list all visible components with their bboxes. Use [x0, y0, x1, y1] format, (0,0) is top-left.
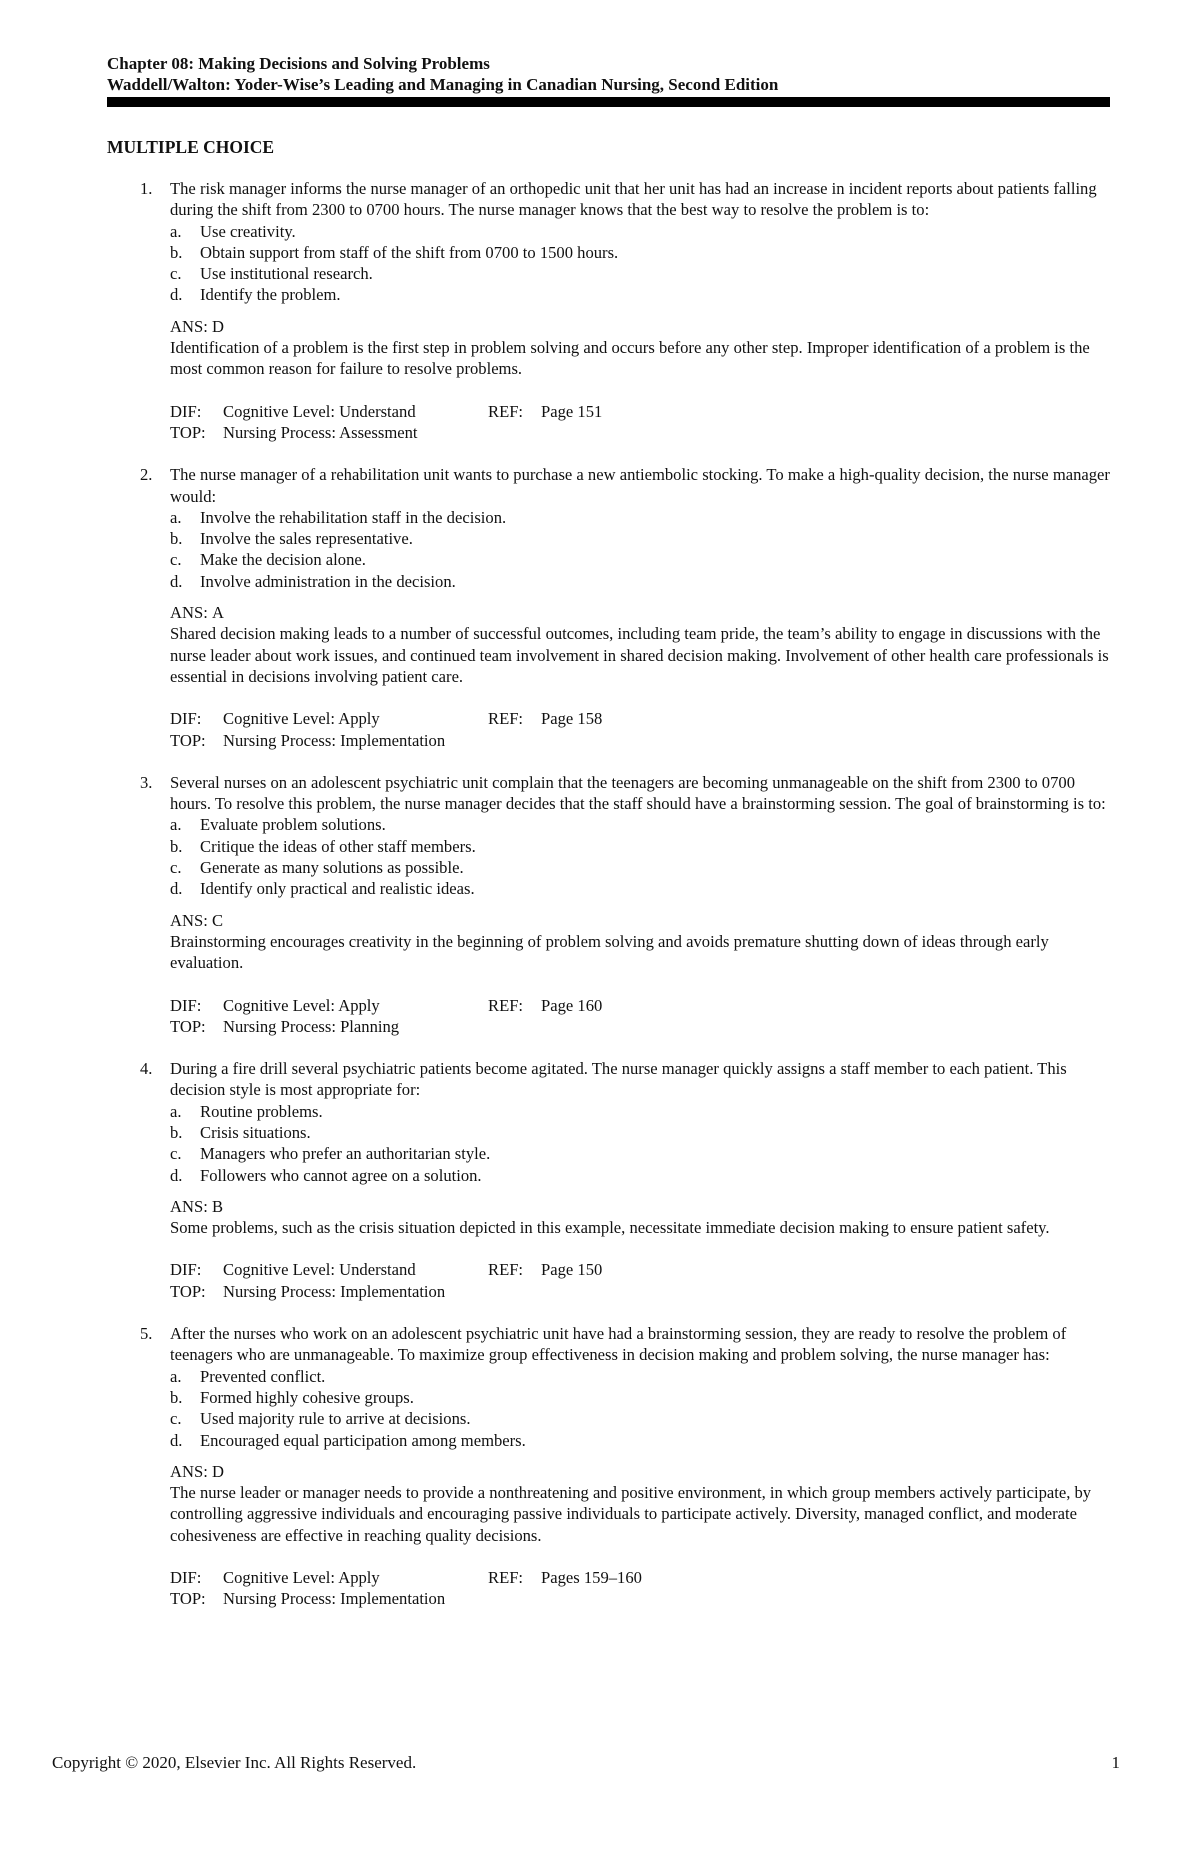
ref-value: Pages 159–160	[541, 1568, 642, 1588]
answer-option	[170, 878, 1110, 899]
metadata-row-top	[170, 1016, 1110, 1037]
answer-option	[170, 528, 1110, 549]
top-label: TOP:	[170, 1016, 206, 1036]
option-text: Generate as many solutions as possible.	[200, 858, 464, 878]
option-text: Identify only practical and realistic ideas.	[200, 879, 475, 899]
ref-label: REF:	[488, 1568, 524, 1588]
option-letter: a.	[170, 1366, 182, 1386]
question-metadata	[170, 1567, 1110, 1610]
answer-option	[170, 1165, 1110, 1186]
option-letter: d.	[170, 1430, 183, 1450]
answer-option	[170, 507, 1110, 528]
question-stem: After the nurses who work on an adolescent psychiatric unit have had a brainstorming session, they are ready to resolve the problem of teenagers who are unmanageable. To maximize group effectiveness in decision making and problem solving, the nurse manager has:	[170, 1324, 1067, 1365]
question-metadata	[170, 708, 1110, 751]
section-title: MULTIPLE CHOICE	[107, 137, 275, 157]
header-divider	[107, 97, 1110, 107]
option-letter: c.	[170, 264, 182, 284]
option-text: Encouraged equal participation among members.	[200, 1430, 526, 1450]
copyright-notice: Copyright © 2020, Elsevier Inc. All Rights Reserved.	[52, 1753, 417, 1772]
question-list	[107, 178, 1110, 1631]
option-letter: a.	[170, 815, 182, 835]
question-item	[107, 178, 1110, 443]
answer-option	[170, 1387, 1110, 1408]
option-text: Involve the rehabilitation staff in the decision.	[200, 507, 507, 527]
option-text: Evaluate problem solutions.	[200, 815, 386, 835]
top-value: Nursing Process: Implementation	[223, 1281, 446, 1301]
page-number: 1	[1111, 1753, 1120, 1772]
question-metadata	[170, 995, 1110, 1038]
answer-option	[170, 242, 1110, 263]
option-text: Crisis situations.	[200, 1122, 311, 1142]
option-letter: a.	[170, 221, 182, 241]
question-stem: The nurse manager of a rehabilitation unit wants to purchase a new antiembolic stocking. To make a high-quality decision, the nurse manager would:	[170, 465, 1110, 506]
dif-value: Cognitive Level: Apply	[223, 709, 380, 729]
question-number: 4.	[140, 1059, 153, 1079]
dif-label: DIF:	[170, 401, 202, 421]
top-label: TOP:	[170, 422, 206, 442]
metadata-row-top	[170, 1588, 1110, 1609]
answer-line	[170, 1196, 1110, 1217]
metadata-row-dif-ref	[170, 995, 1110, 1016]
dif-value: Cognitive Level: Understand	[223, 1260, 416, 1280]
answer-option	[170, 814, 1110, 835]
option-text: Followers who cannot agree on a solution.	[200, 1165, 482, 1185]
answer-option	[170, 549, 1110, 570]
answer-label: ANS:	[170, 910, 208, 930]
ref-label: REF:	[488, 401, 524, 421]
option-letter: d.	[170, 1165, 183, 1185]
question-item	[107, 1323, 1110, 1610]
option-text: Prevented conflict.	[200, 1366, 326, 1386]
answer-option	[170, 571, 1110, 592]
answer-value: D	[212, 1461, 224, 1481]
option-letter: b.	[170, 1122, 183, 1142]
answer-rationale: Brainstorming encourages creativity in the beginning of problem solving and avoids premature shutting down of ideas through early evaluation.	[170, 931, 1049, 973]
answer-rationale: Shared decision making leads to a number of successful outcomes, including team pride, the team’s ability to engage in discussions with the nurse leader about work issues, and continued team involvement in shared decision making. Involvement of other health care professionals is essential in decisions involving patient care.	[170, 624, 1109, 686]
metadata-row-top	[170, 422, 1110, 443]
option-letter: b.	[170, 529, 183, 549]
document-header	[107, 53, 1110, 95]
question-metadata	[170, 1259, 1110, 1302]
option-letter: b.	[170, 836, 183, 856]
dif-value: Cognitive Level: Apply	[223, 1568, 380, 1588]
option-text: Use institutional research.	[200, 264, 373, 284]
metadata-row-dif-ref	[170, 708, 1110, 729]
ref-value: Page 150	[541, 1260, 603, 1280]
option-text: Obtain support from staff of the shift from 0700 to 1500 hours.	[200, 242, 619, 262]
metadata-row-dif-ref	[170, 1567, 1110, 1588]
answer-option	[170, 1122, 1110, 1143]
option-letter: c.	[170, 1144, 182, 1164]
question-number: 3.	[140, 772, 153, 792]
answer-option	[170, 284, 1110, 305]
option-text: Make the decision alone.	[200, 550, 366, 570]
answer-option	[170, 836, 1110, 857]
metadata-row-top	[170, 730, 1110, 751]
answer-rationale: Identification of a problem is the first step in problem solving and occurs before any other step. Improper identification of a problem is the most common reason for failure to resolve problems.	[170, 338, 1090, 379]
option-text: Involve administration in the decision.	[200, 571, 456, 591]
option-text: Critique the ideas of other staff members.	[200, 836, 476, 856]
answer-option	[170, 1143, 1110, 1164]
top-value: Nursing Process: Implementation	[223, 1589, 446, 1609]
top-value: Nursing Process: Implementation	[223, 730, 446, 750]
answer-value: B	[212, 1196, 224, 1216]
question-stem: Several nurses on an adolescent psychiatric unit complain that the teenagers are becoming unmanageable on the shift from 2300 to 0700 hours. To resolve this problem, the nurse manager decides that the staff should have a brainstorming session. The goal of brainstorming is to:	[170, 772, 1106, 814]
option-letter: b.	[170, 242, 183, 262]
question-number: 1.	[140, 179, 153, 198]
option-letter: a.	[170, 1101, 182, 1121]
metadata-row-top	[170, 1281, 1110, 1302]
book-title: Waddell/Walton: Yoder-Wise’s Leading and Managing in Canadian Nursing, Second Edition	[107, 75, 779, 94]
option-letter: c.	[170, 550, 182, 570]
answer-label: ANS:	[170, 603, 208, 623]
answer-line	[170, 316, 1110, 337]
top-value: Nursing Process: Assessment	[223, 422, 418, 442]
ref-value: Page 158	[541, 709, 603, 729]
option-text: Managers who prefer an authoritarian style.	[200, 1144, 491, 1164]
question-stem: The risk manager informs the nurse manager of an orthopedic unit that her unit has had an increase in incident reports about patients falling during the shift from 2300 to 0700 hours. The nurse manager knows that the best way to resolve the problem is to:	[170, 179, 1097, 220]
question-item	[107, 464, 1110, 751]
question-number: 2.	[140, 465, 153, 485]
answer-option	[170, 1101, 1110, 1122]
option-letter: d.	[170, 571, 183, 591]
dif-value: Cognitive Level: Apply	[223, 995, 380, 1015]
answer-option	[170, 857, 1110, 878]
option-text: Used majority rule to arrive at decisions.	[200, 1409, 471, 1429]
ref-value: Page 160	[541, 995, 603, 1015]
answer-option	[170, 1430, 1110, 1451]
top-label: TOP:	[170, 1589, 206, 1609]
dif-label: DIF:	[170, 709, 202, 729]
dif-label: DIF:	[170, 1260, 202, 1280]
option-text: Routine problems.	[200, 1101, 323, 1121]
answer-option	[170, 263, 1110, 284]
option-text: Involve the sales representative.	[200, 529, 413, 549]
top-label: TOP:	[170, 1281, 206, 1301]
answer-option	[170, 221, 1110, 242]
answer-rationale: Some problems, such as the crisis situation depicted in this example, necessitate immediate decision making to ensure patient safety.	[170, 1218, 1050, 1238]
question-number: 5.	[140, 1324, 153, 1344]
answer-label: ANS:	[170, 1196, 208, 1216]
answer-value: A	[212, 603, 224, 623]
dif-label: DIF:	[170, 1568, 202, 1588]
option-text: Formed highly cohesive groups.	[200, 1387, 414, 1407]
answer-line	[170, 602, 1110, 623]
top-label: TOP:	[170, 730, 206, 750]
answer-value: D	[212, 316, 224, 336]
answer-line	[170, 1461, 1110, 1482]
option-letter: b.	[170, 1387, 183, 1407]
answer-value: C	[212, 910, 224, 930]
ref-label: REF:	[488, 1260, 524, 1280]
metadata-row-dif-ref	[170, 401, 1110, 422]
option-text: Use creativity.	[200, 221, 296, 241]
answer-label: ANS:	[170, 316, 208, 336]
answer-line	[170, 910, 1110, 931]
option-letter: c.	[170, 858, 182, 878]
question-stem: During a fire drill several psychiatric patients become agitated. The nurse manager quickly assigns a staff member to each patient. This decision style is most appropriate for:	[170, 1059, 1067, 1100]
chapter-title: Chapter 08: Making Decisions and Solving Problems	[107, 54, 490, 73]
ref-label: REF:	[488, 709, 524, 729]
option-letter: d.	[170, 879, 183, 899]
option-letter: c.	[170, 1409, 182, 1429]
answer-rationale: The nurse leader or manager needs to provide a nonthreatening and positive environment, in which group members actively participate, by controlling aggressive individuals and encouraging passive individuals to participate actively. Diversity, managed conflict, and moderate cohesiveness are effective in reaching quality decisions.	[170, 1483, 1092, 1545]
question-item	[107, 772, 1110, 1037]
question-metadata	[170, 401, 1110, 444]
top-value: Nursing Process: Planning	[223, 1016, 400, 1036]
answer-option	[170, 1408, 1110, 1429]
option-letter: d.	[170, 285, 183, 305]
dif-value: Cognitive Level: Understand	[223, 401, 416, 421]
question-item	[107, 1058, 1110, 1302]
ref-value: Page 151	[541, 401, 603, 421]
answer-option	[170, 1366, 1110, 1387]
metadata-row-dif-ref	[170, 1259, 1110, 1280]
ref-label: REF:	[488, 995, 524, 1015]
dif-label: DIF:	[170, 995, 202, 1015]
answer-label: ANS:	[170, 1461, 208, 1481]
option-text: Identify the problem.	[200, 285, 341, 305]
option-letter: a.	[170, 507, 182, 527]
